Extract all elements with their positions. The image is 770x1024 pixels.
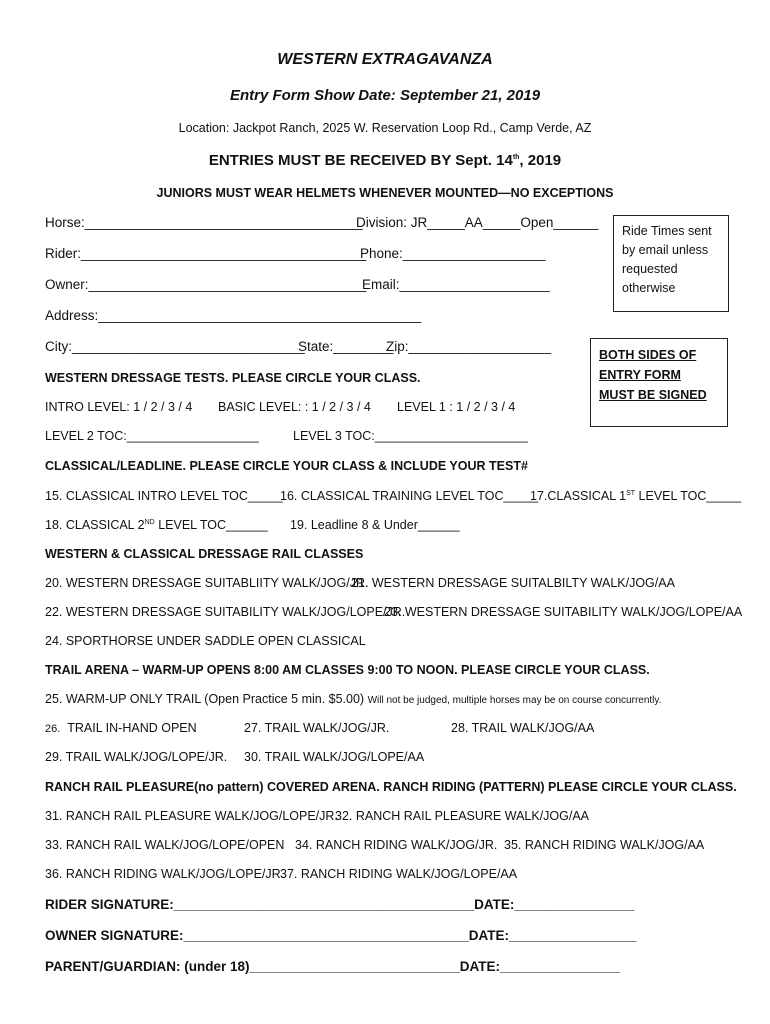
class-26-number: 26.	[45, 723, 61, 735]
western-dressage-heading: WESTERN DRESSAGE TESTS. PLEASE CIRCLE YOUR CLASS.	[45, 371, 421, 385]
rider-signature-line[interactable]: RIDER SIGNATURE:________________________________________DATE:________________	[45, 897, 635, 912]
level1-options[interactable]: LEVEL 1 : 1 / 2 / 3 / 4	[397, 400, 516, 414]
class-36[interactable]: 36. RANCH RIDING WALK/JOG/LOPE/JR.	[45, 867, 285, 881]
entries-deadline-year: , 2019	[519, 152, 562, 169]
class-18[interactable]	[45, 518, 268, 532]
owner-field[interactable]: Owner:_____________________________________	[45, 277, 367, 292]
class-18-text: 18. CLASSICAL 2	[45, 518, 145, 532]
class-19[interactable]: 19. Leadline 8 & Under______	[290, 518, 460, 532]
show-date: Entry Form Show Date: September 21, 2019	[229, 87, 541, 104]
class-25[interactable]	[45, 692, 661, 706]
ranch-heading: RANCH RAIL PLEASURE(no pattern) COVERED ARENA. RANCH RIDING (PATTERN) PLEASE CIRCLE YOUR CLASS.	[45, 780, 737, 794]
both-sides-notice: BOTH SIDES OF ENTRY FORM MUST BE SIGNED	[599, 348, 707, 402]
class-17-toc: LEVEL TOC_____	[635, 489, 742, 503]
level2-toc-field[interactable]: LEVEL 2 TOC:___________________	[45, 429, 259, 443]
class-34[interactable]: 34. RANCH RIDING WALK/JOG/JR.	[295, 838, 498, 852]
zip-field[interactable]: Zip:___________________	[386, 339, 552, 354]
signature-notice-box	[590, 338, 728, 427]
owner-signature-line[interactable]: OWNER SIGNATURE:______________________________________DATE:_________________	[45, 928, 637, 943]
parent-guardian-signature-line[interactable]: PARENT/GUARDIAN: (under 18)____________________________DATE:________________	[45, 959, 621, 974]
class-23[interactable]: 23. WESTERN DRESSAGE SUITABILITY WALK/JOG/LOPE/AA	[384, 605, 743, 619]
class-17[interactable]	[530, 489, 741, 503]
basic-level-options[interactable]: BASIC LEVEL: : 1 / 2 / 3 / 4	[218, 400, 371, 414]
class-37[interactable]: 37. RANCH RIDING WALK/JOG/LOPE/AA	[280, 867, 518, 881]
email-field[interactable]: Email:____________________	[362, 277, 550, 292]
ride-times-note: Ride Times sent by email unless requested otherwise	[622, 224, 712, 295]
location: Location: Jackpot Ranch, 2025 W. Reservation Loop Rd., Camp Verde, AZ	[178, 121, 592, 135]
address-field[interactable]: Address:___________________________________________	[45, 308, 422, 323]
class-27[interactable]: 27. TRAIL WALK/JOG/JR.	[244, 721, 390, 735]
state-field[interactable]: State:________	[298, 339, 394, 354]
ride-times-box	[613, 215, 729, 312]
class-31[interactable]: 31. RANCH RAIL PLEASURE WALK/JOG/LOPE/JR.	[45, 809, 338, 823]
trail-heading: TRAIL ARENA – WARM-UP OPENS 8:00 AM CLASSES 9:00 TO NOON. PLEASE CIRCLE YOUR CLASS.	[45, 663, 650, 677]
class-22[interactable]: 22. WESTERN DRESSAGE SUITABILITY WALK/JOG/LOPE/JR.	[45, 605, 406, 619]
class-17-text: 17.CLASSICAL 1	[530, 489, 627, 503]
class-32[interactable]: 32. RANCH RAIL PLEASURE WALK/JOG/AA	[335, 809, 590, 823]
class-25-note: Will not be judged, multiple horses may be on course concurrently.	[367, 695, 662, 706]
form-title: WESTERN EXTRAGAVANZA	[277, 51, 493, 68]
helmet-rule: JUNIORS MUST WEAR HELMETS WHENEVER MOUNTED—NO EXCEPTIONS	[156, 186, 614, 200]
class-33[interactable]: 33. RANCH RAIL WALK/JOG/LOPE/OPEN	[45, 838, 285, 852]
classical-heading: CLASSICAL/LEADLINE. PLEASE CIRCLE YOUR CLASS & INCLUDE YOUR TEST#	[45, 459, 528, 473]
rider-field[interactable]: Rider:______________________________________	[45, 246, 367, 261]
city-field[interactable]: City:_______________________________	[45, 339, 305, 354]
class-25-text: 25. WARM-UP ONLY TRAIL (Open Practice 5 min. $5.00)	[45, 692, 365, 706]
class-15[interactable]: 15. CLASSICAL INTRO LEVEL TOC_____	[45, 489, 283, 503]
entries-deadline-text: ENTRIES MUST BE RECEIVED BY Sept. 14	[208, 152, 513, 169]
division-field[interactable]: Division: JR_____AA_____Open______	[356, 215, 599, 230]
class-24[interactable]: 24. SPORTHORSE UNDER SADDLE OPEN CLASSICAL	[45, 634, 366, 648]
horse-field[interactable]: Horse:_____________________________________	[45, 215, 363, 230]
class-18-toc: LEVEL TOC______	[154, 518, 268, 532]
entries-deadline-sup: th	[512, 154, 520, 161]
class-20[interactable]: 20. WESTERN DRESSAGE SUITABLIITY WALK/JOG/JR.	[45, 576, 369, 590]
class-17-sup: ST	[626, 489, 636, 497]
level3-toc-field[interactable]: LEVEL 3 TOC:______________________	[293, 429, 528, 443]
class-26[interactable]	[45, 721, 197, 735]
class-16[interactable]: 16. CLASSICAL TRAINING LEVEL TOC_____	[280, 489, 539, 503]
entries-deadline	[0, 152, 770, 169]
class-29[interactable]: 29. TRAIL WALK/JOG/LOPE/JR.	[45, 750, 228, 764]
class-35[interactable]: 35. RANCH RIDING WALK/JOG/AA	[504, 838, 705, 852]
class-28[interactable]: 28. TRAIL WALK/JOG/AA	[451, 721, 595, 735]
class-18-sup: ND	[144, 518, 155, 526]
rail-heading: WESTERN & CLASSICAL DRESSAGE RAIL CLASSES	[45, 547, 364, 561]
intro-level-options[interactable]: INTRO LEVEL: 1 / 2 / 3 / 4	[45, 400, 193, 414]
class-30[interactable]: 30. TRAIL WALK/JOG/LOPE/AA	[244, 750, 425, 764]
class-26-label: TRAIL IN-HAND OPEN	[67, 721, 197, 735]
phone-field[interactable]: Phone:___________________	[360, 246, 546, 261]
class-21[interactable]: 21. WESTERN DRESSAGE SUITALBILTY WALK/JOG/AA	[351, 576, 675, 590]
